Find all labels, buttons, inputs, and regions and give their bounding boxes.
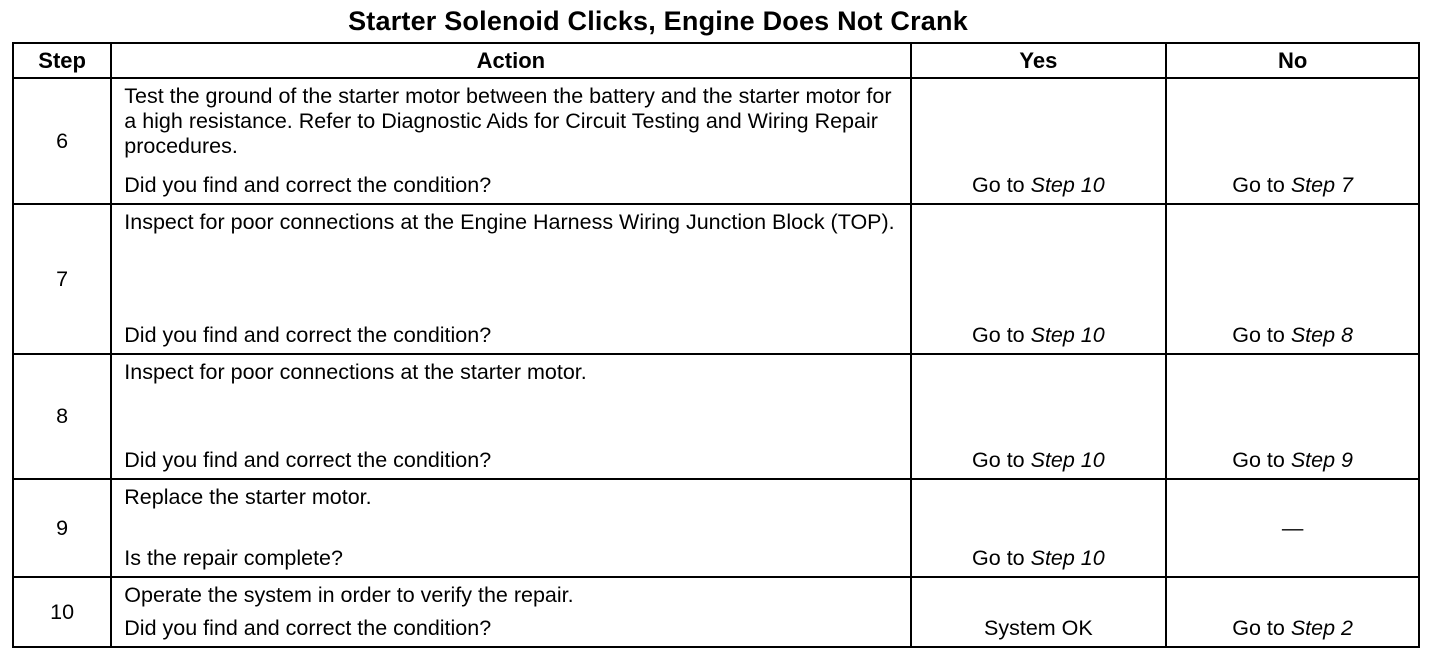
step-number: 8 bbox=[13, 354, 111, 479]
step-number: 9 bbox=[13, 479, 111, 577]
no-prefix: Go to bbox=[1232, 173, 1291, 197]
yes-step-link[interactable]: Step 10 bbox=[1030, 173, 1105, 197]
no-prefix: Go to bbox=[1232, 323, 1291, 347]
yes-text: System OK bbox=[984, 616, 1093, 640]
yes-cell bbox=[911, 354, 1167, 479]
no-step-link[interactable]: Step 7 bbox=[1290, 173, 1353, 197]
yes-cell bbox=[911, 577, 1167, 647]
yes-prefix: Go to bbox=[972, 173, 1031, 197]
yes-cell bbox=[911, 78, 1167, 204]
yes-step-link[interactable]: Step 10 bbox=[1030, 448, 1105, 472]
yes-step-link[interactable]: Step 10 bbox=[1030, 323, 1105, 347]
diagnostic-table bbox=[12, 42, 1420, 648]
action-question: Did you find and correct the condition? bbox=[124, 323, 492, 347]
action-cell bbox=[111, 479, 910, 577]
no-cell bbox=[1166, 204, 1419, 354]
table-row bbox=[13, 354, 1419, 479]
action-text: Replace the starter motor. bbox=[124, 485, 372, 509]
action-question: Is the repair complete? bbox=[124, 546, 343, 570]
no-step-link[interactable]: Step 9 bbox=[1290, 448, 1353, 472]
no-step-link[interactable]: Step 8 bbox=[1290, 323, 1353, 347]
no-cell bbox=[1166, 479, 1419, 577]
yes-cell bbox=[911, 204, 1167, 354]
action-cell bbox=[111, 204, 910, 354]
yes-step-link[interactable]: Step 10 bbox=[1030, 546, 1105, 570]
table-row bbox=[13, 204, 1419, 354]
table-row bbox=[13, 479, 1419, 577]
action-question: Did you find and correct the condition? bbox=[124, 173, 492, 197]
action-cell bbox=[111, 78, 910, 204]
header-yes: Yes bbox=[911, 43, 1167, 78]
no-cell bbox=[1166, 577, 1419, 647]
yes-prefix: Go to bbox=[972, 546, 1031, 570]
header-action: Action bbox=[111, 43, 910, 78]
no-prefix: Go to bbox=[1232, 448, 1291, 472]
action-text: Operate the system in order to verify the repair. bbox=[124, 583, 574, 607]
no-cell bbox=[1166, 78, 1419, 204]
table-header-row bbox=[13, 43, 1419, 78]
action-text: Inspect for poor connections at the starter motor. bbox=[124, 360, 587, 384]
page-title: Starter Solenoid Clicks, Engine Does Not Crank bbox=[348, 6, 968, 36]
header-step: Step bbox=[13, 43, 111, 78]
step-number: 6 bbox=[13, 78, 111, 204]
table-row bbox=[13, 577, 1419, 647]
yes-prefix: Go to bbox=[972, 323, 1031, 347]
step-number: 7 bbox=[13, 204, 111, 354]
action-text: Test the ground of the starter motor between the battery and the starter motor for a high resistance. Refer to Diagnostic Aids for Circuit Testing and Wiring Repair procedures. bbox=[124, 84, 892, 158]
yes-prefix: Go to bbox=[972, 448, 1031, 472]
step-number: 10 bbox=[13, 577, 111, 647]
no-dash: — bbox=[1281, 515, 1304, 540]
action-cell bbox=[111, 354, 910, 479]
yes-cell bbox=[911, 479, 1167, 577]
action-question: Did you find and correct the condition? bbox=[124, 448, 492, 472]
no-cell bbox=[1166, 354, 1419, 479]
action-text: Inspect for poor connections at the Engine Harness Wiring Junction Block (TOP). bbox=[124, 210, 895, 234]
action-cell bbox=[111, 577, 910, 647]
table-row bbox=[13, 78, 1419, 204]
header-no: No bbox=[1166, 43, 1419, 78]
action-question: Did you find and correct the condition? bbox=[124, 616, 492, 640]
no-step-link[interactable]: Step 2 bbox=[1290, 616, 1353, 640]
no-prefix: Go to bbox=[1232, 616, 1291, 640]
